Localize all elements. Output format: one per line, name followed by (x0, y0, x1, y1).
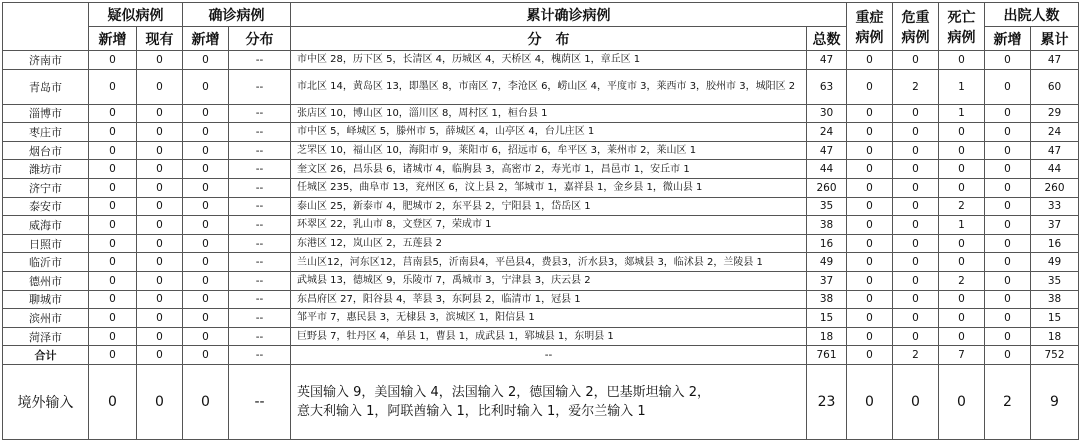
confirmed-new-cell: 0 (183, 234, 229, 253)
discharged-new-cell: 0 (985, 309, 1031, 328)
critical-cell: 0 (893, 104, 939, 123)
table-row (3, 234, 1079, 253)
city-cell: 淄博市 (3, 104, 89, 123)
cumulative-total-cell: 18 (807, 327, 847, 346)
discharged-total-cell: 60 (1031, 69, 1079, 104)
severe-cell: 0 (847, 309, 893, 328)
discharged-new-cell: 0 (985, 327, 1031, 346)
critical-cell: 0 (893, 364, 939, 439)
city-cell: 临沂市 (3, 253, 89, 272)
confirmed-dist-cell: -- (229, 123, 291, 142)
discharged-new-cell: 0 (985, 51, 1031, 70)
critical-cell: 0 (893, 216, 939, 235)
table-row (3, 216, 1079, 235)
suspected-new-cell: 0 (89, 197, 137, 216)
header-deaths: 死亡 病例 (939, 3, 985, 51)
discharged-new-cell: 0 (985, 178, 1031, 197)
header-suspected-current: 现有 (137, 27, 183, 51)
discharged-total-cell: 24 (1031, 123, 1079, 142)
discharged-total-cell: 47 (1031, 141, 1079, 160)
critical-cell: 0 (893, 51, 939, 70)
deaths-cell: 0 (939, 160, 985, 179)
discharged-new-cell: 0 (985, 346, 1031, 365)
discharged-new-cell: 0 (985, 271, 1031, 290)
discharged-total-cell: 16 (1031, 234, 1079, 253)
suspected-current-cell: 0 (137, 123, 183, 142)
confirmed-dist-cell: -- (229, 197, 291, 216)
discharged-total-cell: 260 (1031, 178, 1079, 197)
city-cell: 青岛市 (3, 69, 89, 104)
confirmed-dist-cell: -- (229, 290, 291, 309)
discharged-total-cell: 38 (1031, 290, 1079, 309)
suspected-current-cell: 0 (137, 216, 183, 235)
discharged-total-cell: 37 (1031, 216, 1079, 235)
suspected-new-cell: 0 (89, 309, 137, 328)
confirmed-new-cell: 0 (183, 51, 229, 70)
severe-cell: 0 (847, 104, 893, 123)
critical-cell: 0 (893, 271, 939, 290)
critical-cell: 0 (893, 160, 939, 179)
critical-cell: 0 (893, 197, 939, 216)
city-cell: 烟台市 (3, 141, 89, 160)
discharged-total-cell: 35 (1031, 271, 1079, 290)
deaths-cell: 0 (939, 51, 985, 70)
city-cell: 合计 (3, 346, 89, 365)
confirmed-new-cell: 0 (183, 364, 229, 439)
discharged-total-cell: 752 (1031, 346, 1079, 365)
table-row-foreign (3, 364, 1079, 439)
severe-cell: 0 (847, 51, 893, 70)
discharged-total-cell: 18 (1031, 327, 1079, 346)
discharged-total-cell: 33 (1031, 197, 1079, 216)
suspected-current-cell: 0 (137, 104, 183, 123)
deaths-cell: 0 (939, 178, 985, 197)
deaths-cell: 0 (939, 290, 985, 309)
distribution-cell: 泰山区 25，新泰市 4，肥城市 2，东平县 2，宁阳县 1，岱岳区 1 (291, 197, 807, 216)
header-confirmed-new: 新增 (183, 27, 229, 51)
city-cell: 滨州市 (3, 309, 89, 328)
confirmed-new-cell: 0 (183, 327, 229, 346)
cumulative-total-cell: 16 (807, 234, 847, 253)
distribution-cell: 东昌府区 27，阳谷县 4，莘县 3，东阿县 2，临清市 1，冠县 1 (291, 290, 807, 309)
severe-cell: 0 (847, 234, 893, 253)
confirmed-dist-cell: -- (229, 178, 291, 197)
suspected-current-cell: 0 (137, 309, 183, 328)
confirmed-new-cell: 0 (183, 309, 229, 328)
confirmed-new-cell: 0 (183, 216, 229, 235)
suspected-new-cell: 0 (89, 123, 137, 142)
deaths-cell: 2 (939, 271, 985, 290)
header-cumulative-distribution: 分 布 (291, 27, 807, 51)
deaths-cell: 0 (939, 234, 985, 253)
suspected-current-cell: 0 (137, 327, 183, 346)
suspected-current-cell: 0 (137, 141, 183, 160)
suspected-new-cell: 0 (89, 216, 137, 235)
suspected-new-cell: 0 (89, 69, 137, 104)
discharged-total-cell: 49 (1031, 253, 1079, 272)
distribution-cell (291, 364, 807, 439)
critical-cell: 0 (893, 123, 939, 142)
suspected-current-cell: 0 (137, 51, 183, 70)
critical-cell: 0 (893, 309, 939, 328)
confirmed-new-cell: 0 (183, 141, 229, 160)
header-city-blank (3, 3, 89, 51)
suspected-new-cell: 0 (89, 290, 137, 309)
critical-cell: 0 (893, 141, 939, 160)
discharged-new-cell: 0 (985, 253, 1031, 272)
suspected-current-cell: 0 (137, 346, 183, 365)
discharged-new-cell: 0 (985, 234, 1031, 253)
deaths-cell: 0 (939, 123, 985, 142)
confirmed-dist-cell: -- (229, 104, 291, 123)
table-row (3, 104, 1079, 123)
deaths-cell: 1 (939, 216, 985, 235)
confirmed-dist-cell: -- (229, 141, 291, 160)
city-cell: 菏泽市 (3, 327, 89, 346)
cumulative-total-cell: 761 (807, 346, 847, 365)
discharged-new-cell: 0 (985, 290, 1031, 309)
confirmed-new-cell: 0 (183, 253, 229, 272)
discharged-new-cell: 0 (985, 216, 1031, 235)
suspected-new-cell: 0 (89, 234, 137, 253)
deaths-cell: 1 (939, 69, 985, 104)
severe-cell: 0 (847, 271, 893, 290)
deaths-cell: 2 (939, 197, 985, 216)
cumulative-total-cell: 49 (807, 253, 847, 272)
foreign-dist-line-1: 英国输入 9，美国输入 4，法国输入 2，德国输入 2，巴基斯坦输入 2， (297, 384, 711, 400)
severe-cell: 0 (847, 346, 893, 365)
critical-cell: 2 (893, 69, 939, 104)
table-row (3, 327, 1079, 346)
foreign-dist-line-2: 意大利输入 1，阿联酋输入 1，比利时输入 1，爱尔兰输入 1 (297, 403, 646, 419)
city-cell: 泰安市 (3, 197, 89, 216)
confirmed-new-cell: 0 (183, 123, 229, 142)
distribution-cell: 任城区 235，曲阜市 13，兖州区 6，汶上县 2，邹城市 1，嘉祥县 1，金乡县 1，微山县 1 (291, 178, 807, 197)
header-confirmed: 确诊病例 (183, 3, 291, 27)
distribution-cell: 市中区 5，峄城区 5，滕州市 5，薛城区 4，山亭区 4，台儿庄区 1 (291, 123, 807, 142)
discharged-new-cell: 0 (985, 160, 1031, 179)
confirmed-dist-cell: -- (229, 69, 291, 104)
confirmed-dist-cell: -- (229, 216, 291, 235)
severe-cell: 0 (847, 364, 893, 439)
distribution-cell: 环翠区 22，乳山市 8，文登区 7，荣成市 1 (291, 216, 807, 235)
suspected-current-cell: 0 (137, 364, 183, 439)
discharged-total-cell: 44 (1031, 160, 1079, 179)
distribution-cell: 东港区 12，岚山区 2，五莲县 2 (291, 234, 807, 253)
confirmed-new-cell: 0 (183, 178, 229, 197)
suspected-current-cell: 0 (137, 197, 183, 216)
severe-cell: 0 (847, 327, 893, 346)
cumulative-total-cell: 38 (807, 290, 847, 309)
severe-cell: 0 (847, 290, 893, 309)
severe-cell: 0 (847, 253, 893, 272)
cumulative-total-cell: 47 (807, 141, 847, 160)
table-row (3, 197, 1079, 216)
distribution-cell: -- (291, 346, 807, 365)
distribution-cell: 市北区 14，黄岛区 13，即墨区 8，市南区 7，李沧区 6，崂山区 4，平度市 3，莱西市 3，胶州市 3，城阳区 2 (291, 69, 807, 104)
critical-cell: 0 (893, 178, 939, 197)
confirmed-new-cell: 0 (183, 290, 229, 309)
suspected-new-cell: 0 (89, 51, 137, 70)
discharged-total-cell: 47 (1031, 51, 1079, 70)
confirmed-dist-cell: -- (229, 309, 291, 328)
deaths-cell: 0 (939, 253, 985, 272)
suspected-current-cell: 0 (137, 271, 183, 290)
city-cell: 济南市 (3, 51, 89, 70)
confirmed-dist-cell: -- (229, 51, 291, 70)
critical-cell: 0 (893, 253, 939, 272)
discharged-total-cell: 29 (1031, 104, 1079, 123)
discharged-new-cell: 0 (985, 123, 1031, 142)
cumulative-total-cell: 63 (807, 69, 847, 104)
table-row (3, 271, 1079, 290)
cumulative-total-cell: 47 (807, 51, 847, 70)
header-discharged: 出院人数 (985, 3, 1079, 27)
city-cell: 济宁市 (3, 178, 89, 197)
suspected-current-cell: 0 (137, 160, 183, 179)
distribution-cell: 市中区 28，历下区 5，长清区 4，历城区 4，天桥区 4，槐荫区 1，章丘区 1 (291, 51, 807, 70)
header-discharged-total: 累计 (1031, 27, 1079, 51)
header-suspected-new: 新增 (89, 27, 137, 51)
city-cell: 境外输入 (3, 364, 89, 439)
header-discharged-new: 新增 (985, 27, 1031, 51)
discharged-total-cell: 15 (1031, 309, 1079, 328)
confirmed-dist-cell: -- (229, 364, 291, 439)
deaths-cell: 0 (939, 141, 985, 160)
confirmed-new-cell: 0 (183, 69, 229, 104)
distribution-cell: 武城县 13，德城区 9，乐陵市 7，禹城市 3，宁津县 3，庆云县 2 (291, 271, 807, 290)
header-cumulative: 累计确诊病例 (291, 3, 847, 27)
suspected-current-cell: 0 (137, 253, 183, 272)
cumulative-total-cell: 23 (807, 364, 847, 439)
header-suspected: 疑似病例 (89, 3, 183, 27)
cumulative-total-cell: 35 (807, 197, 847, 216)
header-confirmed-distribution: 分布 (229, 27, 291, 51)
table-row (3, 346, 1079, 365)
header-row-1 (3, 3, 1079, 27)
critical-cell: 0 (893, 290, 939, 309)
discharged-new-cell: 2 (985, 364, 1031, 439)
distribution-cell: 巨野县 7，牡丹区 4，单县 1，曹县 1，成武县 1，郓城县 1，东明县 1 (291, 327, 807, 346)
critical-cell: 0 (893, 327, 939, 346)
city-cell: 聊城市 (3, 290, 89, 309)
suspected-current-cell: 0 (137, 69, 183, 104)
covid-case-table (2, 2, 1079, 440)
city-cell: 威海市 (3, 216, 89, 235)
confirmed-new-cell: 0 (183, 160, 229, 179)
city-cell: 日照市 (3, 234, 89, 253)
suspected-new-cell: 0 (89, 178, 137, 197)
confirmed-dist-cell: -- (229, 253, 291, 272)
distribution-cell: 芝罘区 10，福山区 10，海阳市 9，莱阳市 6，招远市 6，牟平区 3，莱州市 2，莱山区 1 (291, 141, 807, 160)
deaths-cell: 1 (939, 104, 985, 123)
critical-cell: 2 (893, 346, 939, 365)
severe-cell: 0 (847, 160, 893, 179)
confirmed-dist-cell: -- (229, 160, 291, 179)
discharged-new-cell: 0 (985, 69, 1031, 104)
suspected-new-cell: 0 (89, 271, 137, 290)
distribution-cell: 奎文区 26，昌乐县 6，诸城市 4，临朐县 3，高密市 2，寿光市 1，昌邑市 1，安丘市 1 (291, 160, 807, 179)
table-row (3, 69, 1079, 104)
severe-cell: 0 (847, 69, 893, 104)
city-cell: 潍坊市 (3, 160, 89, 179)
city-cell: 德州市 (3, 271, 89, 290)
severe-cell: 0 (847, 141, 893, 160)
confirmed-new-cell: 0 (183, 197, 229, 216)
distribution-cell: 张店区 10，博山区 10，淄川区 8，周村区 1，桓台县 1 (291, 104, 807, 123)
cumulative-total-cell: 30 (807, 104, 847, 123)
table-row (3, 123, 1079, 142)
confirmed-dist-cell: -- (229, 346, 291, 365)
suspected-current-cell: 0 (137, 290, 183, 309)
distribution-cell: 兰山区12，河东区12，莒南县5，沂南县4，平邑县4，费县3，沂水县3，郯城县 3，临沭县 2，兰陵县 1 (291, 253, 807, 272)
deaths-cell: 7 (939, 346, 985, 365)
confirmed-new-cell: 0 (183, 271, 229, 290)
header-critical: 危重 病例 (893, 3, 939, 51)
header-cumulative-total: 总数 (807, 27, 847, 51)
deaths-cell: 0 (939, 309, 985, 328)
cumulative-total-cell: 15 (807, 309, 847, 328)
critical-cell: 0 (893, 234, 939, 253)
confirmed-new-cell: 0 (183, 346, 229, 365)
table-row (3, 290, 1079, 309)
confirmed-dist-cell: -- (229, 271, 291, 290)
table-row (3, 160, 1079, 179)
table-row (3, 253, 1079, 272)
severe-cell: 0 (847, 216, 893, 235)
cumulative-total-cell: 44 (807, 160, 847, 179)
deaths-cell: 0 (939, 364, 985, 439)
suspected-new-cell: 0 (89, 160, 137, 179)
discharged-new-cell: 0 (985, 197, 1031, 216)
suspected-new-cell: 0 (89, 327, 137, 346)
table-row (3, 178, 1079, 197)
severe-cell: 0 (847, 197, 893, 216)
cumulative-total-cell: 260 (807, 178, 847, 197)
suspected-new-cell: 0 (89, 141, 137, 160)
cumulative-total-cell: 37 (807, 271, 847, 290)
city-cell: 枣庄市 (3, 123, 89, 142)
confirmed-dist-cell: -- (229, 327, 291, 346)
table-row (3, 141, 1079, 160)
table-row (3, 51, 1079, 70)
table-row (3, 309, 1079, 328)
header-severe: 重症 病例 (847, 3, 893, 51)
suspected-current-cell: 0 (137, 234, 183, 253)
confirmed-new-cell: 0 (183, 104, 229, 123)
deaths-cell: 0 (939, 327, 985, 346)
discharged-new-cell: 0 (985, 141, 1031, 160)
suspected-current-cell: 0 (137, 178, 183, 197)
discharged-total-cell: 9 (1031, 364, 1079, 439)
cumulative-total-cell: 38 (807, 216, 847, 235)
suspected-new-cell: 0 (89, 364, 137, 439)
severe-cell: 0 (847, 178, 893, 197)
suspected-new-cell: 0 (89, 253, 137, 272)
suspected-new-cell: 0 (89, 346, 137, 365)
cumulative-total-cell: 24 (807, 123, 847, 142)
confirmed-dist-cell: -- (229, 234, 291, 253)
discharged-new-cell: 0 (985, 104, 1031, 123)
severe-cell: 0 (847, 123, 893, 142)
suspected-new-cell: 0 (89, 104, 137, 123)
distribution-cell: 邹平市 7，惠民县 3，无棣县 3，滨城区 1，阳信县 1 (291, 309, 807, 328)
